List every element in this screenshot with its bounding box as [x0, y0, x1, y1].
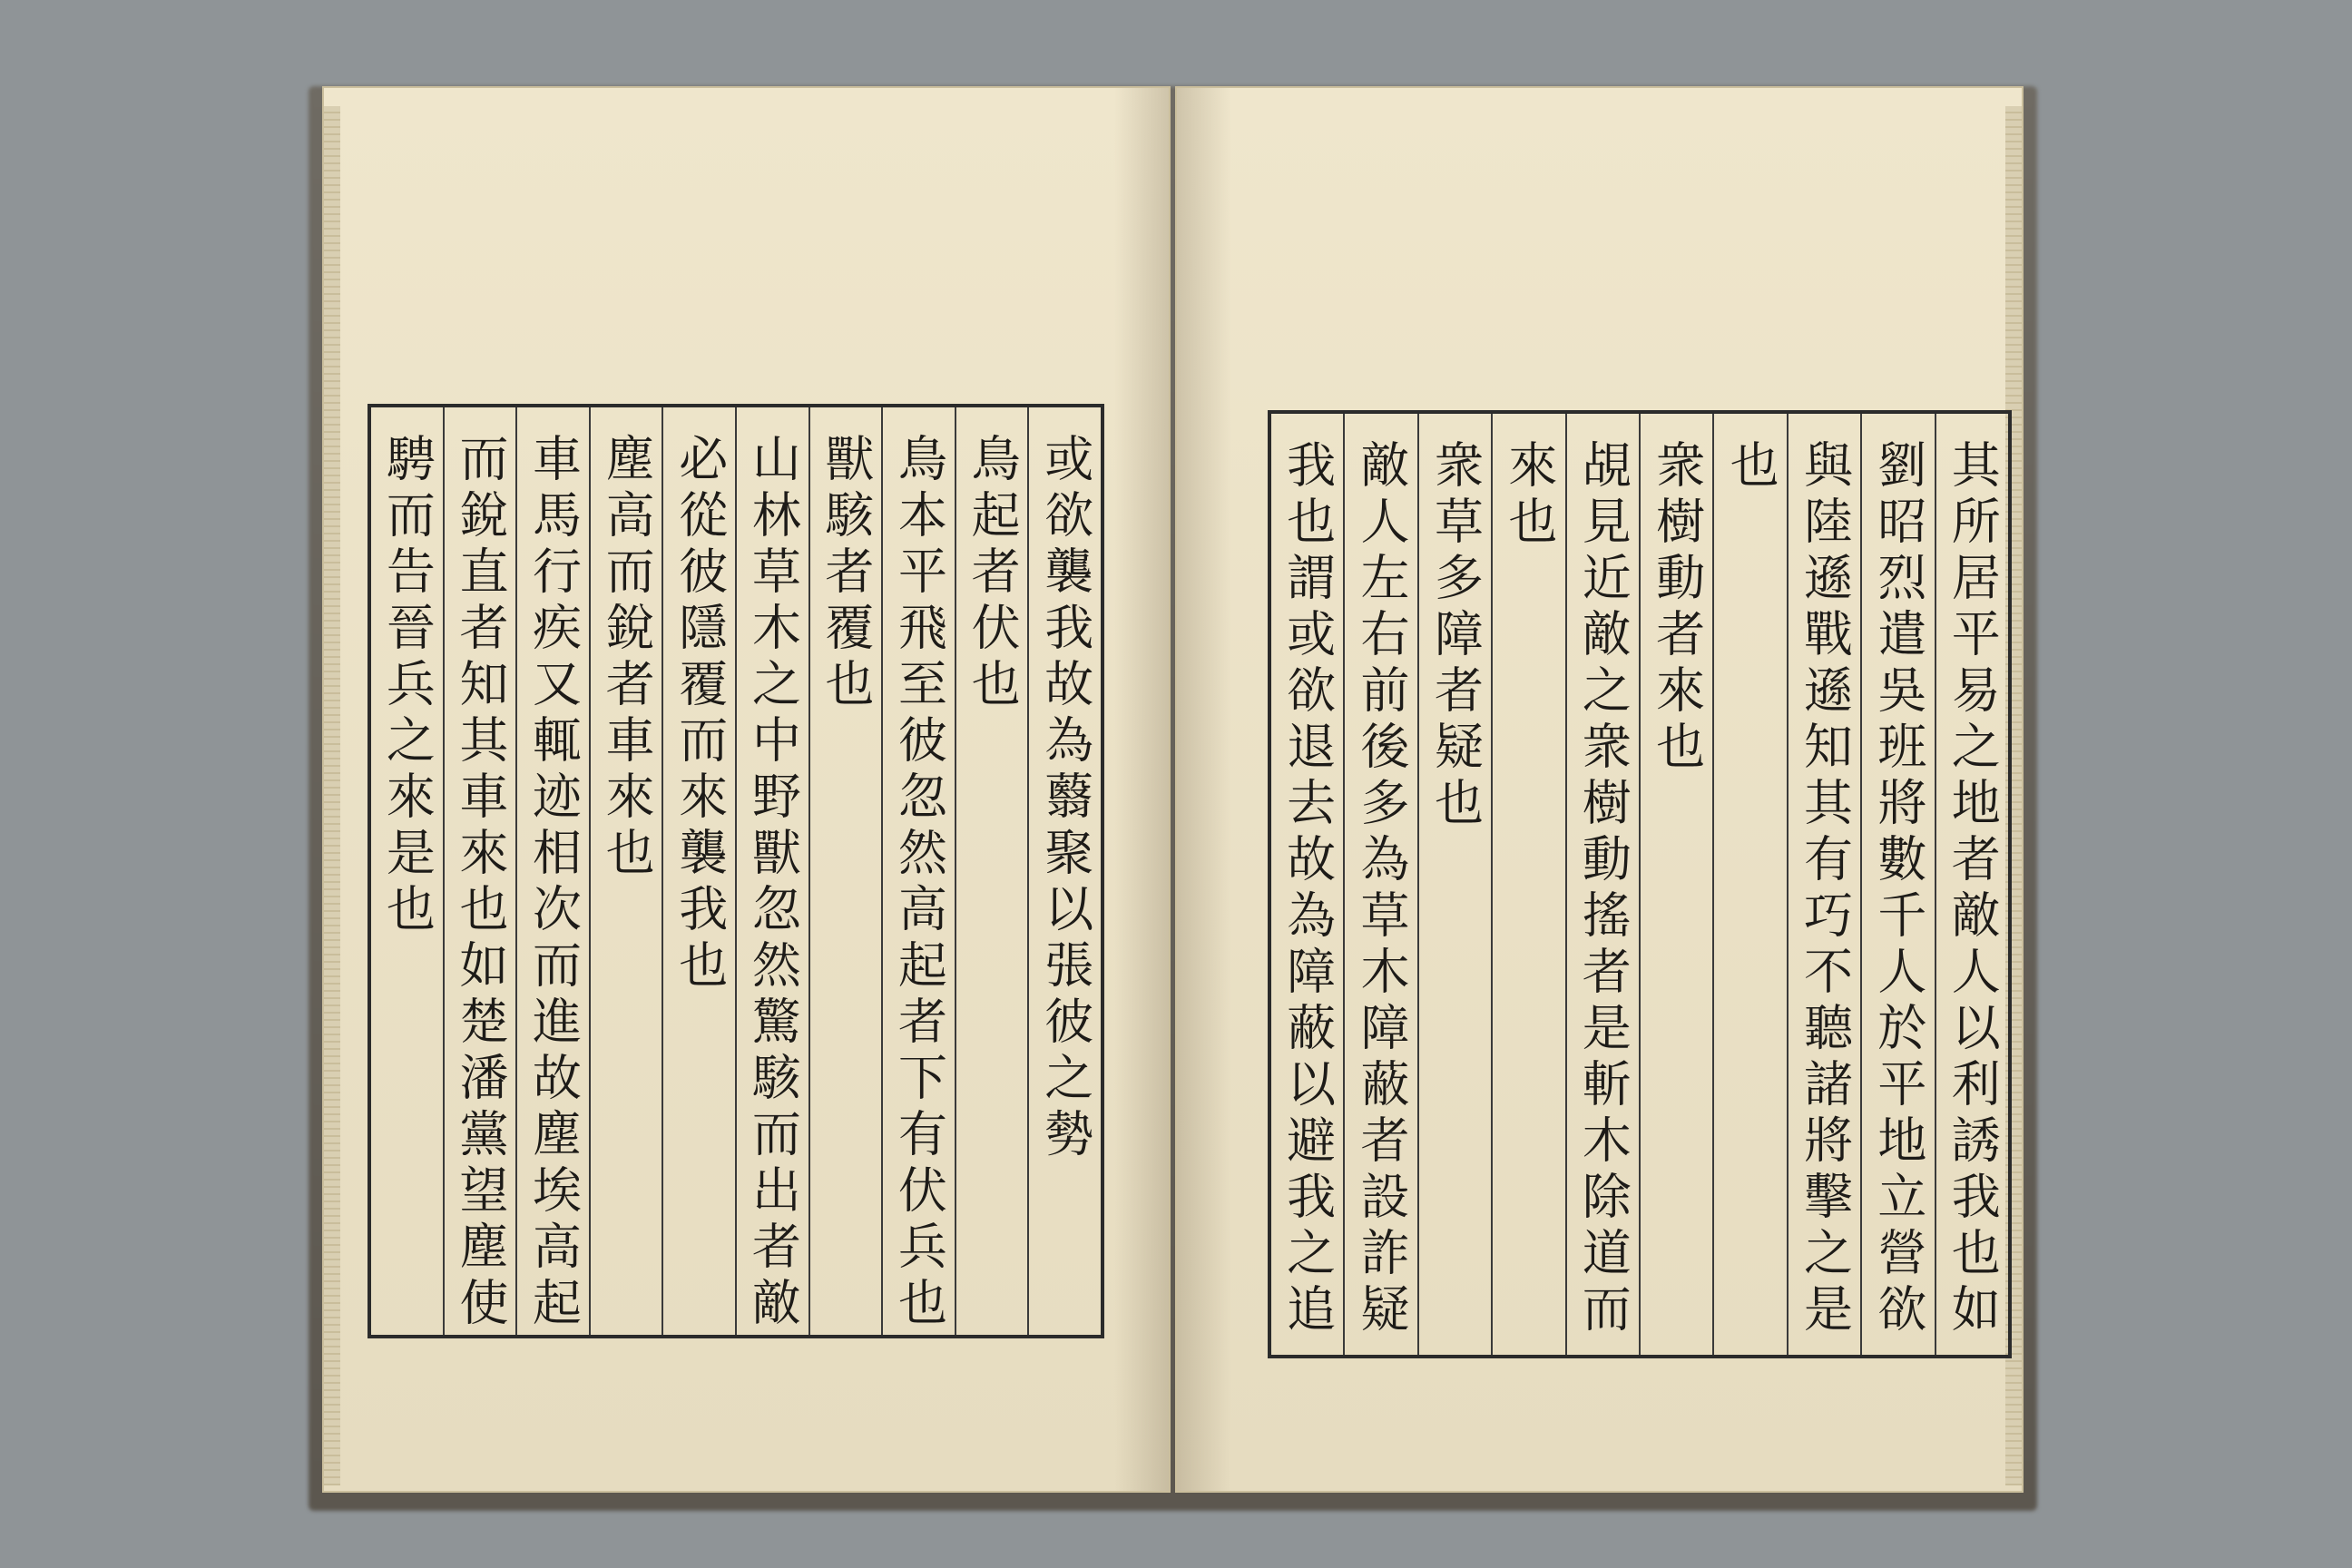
left-column-6	[662, 407, 735, 1335]
right-column-9-text: 敵人左右前後多為草木障蔽者設詐疑	[1353, 439, 1411, 1339]
right-column-10	[1271, 414, 1343, 1355]
left-column-3	[881, 407, 955, 1335]
left-column-8	[515, 407, 589, 1335]
right-column-5-text: 衆樹動者來也	[1648, 439, 1706, 777]
right-column-7	[1491, 414, 1564, 1355]
left-column-2	[955, 407, 1028, 1335]
left-column-6-text: 必從彼隱覆而來襲我也	[671, 433, 729, 995]
right-column-2-text: 劉昭烈遣吳班將數千人於平地立營欲	[1869, 439, 1927, 1339]
left-page-gutter-shadow	[1114, 88, 1169, 1491]
right-column-3	[1787, 414, 1860, 1355]
right-column-5	[1639, 414, 1712, 1355]
right-column-3-text: 與陸遜戰遜知其有巧不聽諸將擊之是	[1796, 439, 1854, 1339]
right-column-1-text: 其所居平易之地者敵人以利誘我也如	[1944, 439, 2002, 1339]
left-text-frame	[368, 404, 1104, 1338]
left-column-2-text: 鳥起者伏也	[964, 433, 1022, 714]
left-column-9-text: 而銳直者知其車來也如楚潘黨望塵使	[451, 433, 509, 1333]
right-column-6	[1565, 414, 1639, 1355]
right-text-frame	[1268, 410, 2012, 1358]
left-column-7	[589, 407, 662, 1335]
right-column-10-text: 我也謂或欲退去故為障蔽以避我之追	[1279, 439, 1337, 1339]
left-column-9	[443, 407, 516, 1335]
left-page	[322, 86, 1171, 1493]
right-column-6-text: 覘見近敵之衆樹動搖者是斬木除道而	[1574, 439, 1632, 1339]
left-column-10-text: 騁而告晉兵之來是也	[378, 433, 436, 939]
right-column-1	[1935, 414, 2008, 1355]
right-column-8	[1417, 414, 1491, 1355]
left-page-edge	[324, 106, 340, 1485]
left-column-1	[1027, 407, 1101, 1335]
right-column-8-text: 衆草多障者疑也	[1426, 439, 1485, 833]
right-page-gutter-shadow	[1177, 88, 1231, 1491]
left-column-4-text: 獸駭者覆也	[817, 433, 875, 714]
left-column-10	[371, 407, 443, 1335]
right-page	[1175, 86, 2024, 1493]
right-column-7-text: 來也	[1500, 439, 1558, 552]
right-column-4-text: 也	[1722, 439, 1780, 495]
left-column-5	[735, 407, 808, 1335]
open-book	[309, 86, 2037, 1511]
left-column-4	[808, 407, 882, 1335]
right-column-4	[1712, 414, 1786, 1355]
left-column-8-text: 車馬行疾又輒迹相次而進故塵埃高起	[524, 433, 583, 1333]
left-column-1-text: 或欲襲我故為蘙聚以張彼之勢	[1036, 433, 1094, 1164]
right-column-9	[1343, 414, 1416, 1355]
right-column-2	[1860, 414, 1934, 1355]
left-column-5-text: 山林草木之中野獸忽然驚駭而出者敵	[744, 433, 802, 1333]
left-column-7-text: 塵高而銳者車來也	[598, 433, 656, 883]
left-column-3-text: 鳥本平飛至彼忽然高起者下有伏兵也	[890, 433, 948, 1333]
